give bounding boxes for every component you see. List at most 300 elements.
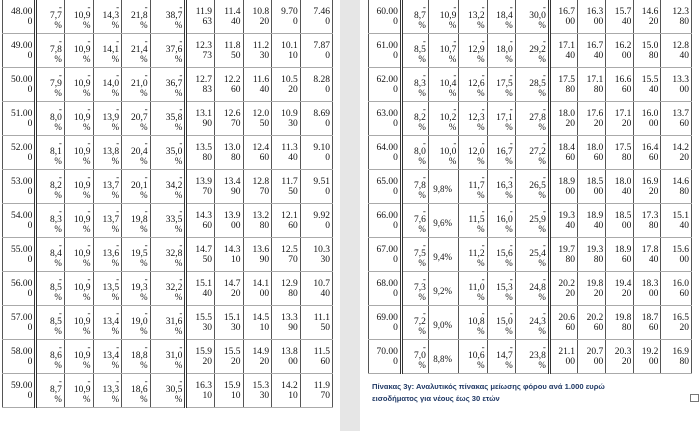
amount-cell — [300, 374, 332, 408]
rate-value: 8,8% — [433, 353, 453, 364]
rate-cell — [122, 374, 151, 408]
income-value-part: 63.00 — [376, 108, 398, 119]
rate-value: 38,7 — [165, 11, 183, 21]
amount-value-part: 60 — [621, 84, 632, 95]
amount-value-part: 16.5 — [672, 312, 689, 323]
amount-value-part: 20 — [679, 322, 689, 333]
percent-sign: % — [418, 258, 426, 268]
minus-sign: - — [144, 376, 148, 386]
amount-value-part: 00 — [648, 356, 659, 367]
amount-cell — [578, 68, 606, 102]
minus-sign: - — [144, 138, 148, 148]
percent-sign: % — [418, 326, 426, 336]
rate-value: 15,6 — [496, 249, 513, 259]
income-value-part: 69.00 — [376, 312, 398, 323]
amount-cell — [549, 102, 577, 136]
amount-value-part: 0 — [325, 186, 330, 197]
amount-value-part: 13.4 — [223, 176, 241, 187]
income-value-part: 56.00 — [10, 278, 33, 289]
amount-value-part: 40 — [679, 220, 689, 231]
amount-value-part: 60 — [202, 220, 212, 231]
rate-cell — [459, 204, 487, 238]
income-cell — [369, 68, 402, 102]
rate-value: 8,2 — [50, 181, 62, 191]
rate-cell — [122, 0, 151, 34]
rate-value: 25,4 — [529, 249, 546, 259]
amount-value-part: 60 — [679, 118, 689, 129]
table-row — [3, 238, 333, 272]
rate-value: 21,8 — [131, 11, 148, 21]
caption-line-2: εισοδήματος για νέους έως 30 ετών — [372, 394, 500, 403]
percent-sign: % — [477, 20, 485, 30]
minus-sign: - — [542, 274, 546, 284]
minus-sign: - — [509, 2, 513, 12]
minus-sign: - — [481, 240, 485, 250]
amount-cell — [661, 0, 692, 34]
rate-value: 28,5 — [529, 79, 546, 89]
amount-value-part: 00 — [648, 288, 659, 299]
rate-value: 30,5 — [165, 385, 183, 395]
amount-value-part: 11.6 — [252, 74, 270, 85]
rate-value: 8,7 — [414, 11, 426, 21]
rate-cell — [93, 170, 122, 204]
income-value-part: 67.00 — [376, 244, 398, 255]
amount-value-part: 10 — [259, 322, 270, 333]
rate-value: 7,6 — [414, 215, 426, 225]
amount-cell — [606, 68, 634, 102]
amount-value-part: 16.9 — [641, 176, 659, 187]
minus-sign: - — [87, 342, 91, 352]
amount-value-part: 70 — [259, 186, 270, 197]
amount-value-part: 70 — [231, 118, 241, 129]
amount-cell — [272, 34, 301, 68]
rate-cell — [515, 136, 549, 170]
amount-value-part: 60 — [320, 356, 330, 367]
rate-value: 20,7 — [131, 113, 148, 123]
minus-sign: - — [542, 240, 546, 250]
income-value-part: 0 — [27, 254, 33, 265]
amount-value-part: 60 — [648, 152, 659, 163]
amount-cell — [634, 272, 661, 306]
percent-sign: % — [111, 156, 120, 166]
income-value-part: 0 — [393, 50, 398, 61]
income-cell — [3, 102, 36, 136]
amount-value-part: 21.1 — [558, 346, 576, 357]
rate-cell — [150, 272, 186, 306]
minus-sign: - — [542, 206, 546, 216]
amount-value-part: 14.2 — [281, 380, 298, 391]
amount-cell — [661, 102, 692, 136]
rate-cell — [515, 238, 549, 272]
rate-value: 12,6 — [467, 79, 485, 89]
percent-sign: % — [140, 122, 148, 132]
amount-value-part: 12.0 — [252, 108, 270, 119]
minus-sign: - — [509, 240, 513, 250]
amount-cell — [243, 68, 272, 102]
amount-value-part: 80 — [648, 220, 659, 231]
amount-value-part: 40 — [648, 254, 659, 265]
minus-sign: - — [179, 36, 183, 46]
amount-value-part: 60 — [565, 322, 576, 333]
income-value-part: 0 — [393, 84, 398, 95]
income-value-part: 57.00 — [10, 312, 33, 323]
amount-cell — [243, 238, 272, 272]
rate-cell — [459, 68, 487, 102]
rate-value: 24,8 — [529, 283, 546, 293]
rate-cell — [459, 102, 487, 136]
minus-sign: - — [422, 342, 426, 352]
amount-cell — [661, 340, 692, 374]
table-row — [369, 34, 692, 68]
minus-sign: - — [542, 342, 546, 352]
amount-value-part: 18.9 — [614, 244, 632, 255]
minus-sign: - — [87, 376, 91, 386]
rate-value: 10,9 — [73, 317, 91, 327]
income-value-part: 49.00 — [10, 40, 33, 51]
amount-cell — [634, 136, 661, 170]
amount-value-part: 80 — [593, 254, 604, 265]
amount-value-part: 10 — [231, 254, 241, 265]
amount-cell — [186, 340, 215, 374]
minus-sign: - — [179, 274, 183, 284]
amount-cell — [214, 306, 243, 340]
rate-value: 11,7 — [468, 181, 485, 191]
percent-sign: % — [538, 360, 546, 370]
percent-sign: % — [538, 156, 546, 166]
amount-value-part: 19.2 — [641, 346, 659, 357]
rate-value: 20,4 — [131, 147, 148, 157]
amount-cell — [214, 102, 243, 136]
percent-sign: % — [140, 224, 148, 234]
percent-sign: % — [54, 88, 62, 98]
amount-value-part: 40 — [259, 84, 270, 95]
amount-value-part: 11.4 — [224, 6, 241, 17]
minus-sign: - — [58, 138, 62, 148]
minus-sign: - — [179, 308, 183, 318]
amount-value-part: 70 — [202, 186, 212, 197]
income-value-part: 55.00 — [10, 244, 33, 255]
minus-sign: - — [509, 104, 513, 114]
amount-cell — [634, 340, 661, 374]
percent-sign: % — [418, 20, 426, 30]
amount-value-part: 12.6 — [223, 108, 241, 119]
rate-value: 9,4% — [433, 251, 453, 262]
amount-value-part: 0 — [325, 16, 330, 27]
rate-value: 7,2 — [414, 317, 426, 327]
rate-value: 10,9 — [439, 11, 457, 21]
rate-value: 37,6 — [165, 45, 183, 55]
percent-sign: % — [54, 156, 62, 166]
income-cell — [3, 374, 36, 408]
rate-value: 18,6 — [131, 385, 148, 395]
amount-value-part: 15.9 — [223, 380, 241, 391]
minus-sign: - — [116, 376, 120, 386]
rate-cell — [428, 306, 459, 340]
percent-sign: % — [174, 258, 183, 268]
income-value-part: 0 — [27, 152, 33, 163]
amount-cell — [186, 170, 215, 204]
rate-value: 12,9 — [467, 45, 485, 55]
rate-value: 35,8 — [165, 113, 183, 123]
amount-value-part: 20 — [231, 356, 241, 367]
amount-cell — [243, 136, 272, 170]
minus-sign: - — [144, 342, 148, 352]
percent-sign: % — [505, 88, 513, 98]
minus-sign: - — [422, 2, 426, 12]
income-value-part: 70.00 — [376, 346, 398, 357]
amount-cell — [578, 306, 606, 340]
amount-cell — [634, 102, 661, 136]
amount-cell — [214, 170, 243, 204]
rate-value: 10,4 — [439, 79, 457, 89]
minus-sign: - — [144, 104, 148, 114]
amount-value-part: 30 — [231, 322, 241, 333]
percent-sign: % — [111, 88, 120, 98]
minus-sign: - — [542, 70, 546, 80]
income-value-part: 0 — [27, 322, 33, 333]
amount-value-part: 11.3 — [281, 142, 298, 153]
amount-value-part: 40 — [593, 220, 604, 231]
percent-sign: % — [477, 360, 485, 370]
rate-cell — [150, 68, 186, 102]
amount-value-part: 16.7 — [558, 6, 576, 17]
minus-sign: - — [58, 308, 62, 318]
rate-value: 10,9 — [73, 11, 91, 21]
rate-cell — [487, 68, 515, 102]
minus-sign: - — [509, 138, 513, 148]
amount-value-part: 00 — [231, 220, 241, 231]
rate-cell — [122, 68, 151, 102]
rate-cell — [36, 238, 65, 272]
amount-value-part: 60 — [259, 152, 270, 163]
amount-value-part: 60 — [648, 322, 659, 333]
rate-cell — [150, 0, 186, 34]
percent-sign: % — [418, 156, 426, 166]
amount-value-part: 10 — [231, 390, 241, 401]
rate-value: 13,3 — [102, 385, 120, 395]
minus-sign: - — [87, 274, 91, 284]
rate-value: 11,2 — [468, 249, 485, 259]
minus-sign: - — [58, 2, 62, 12]
amount-value-part: 16.4 — [641, 142, 659, 153]
amount-cell — [661, 136, 692, 170]
table-row — [369, 102, 692, 136]
amount-cell — [300, 34, 332, 68]
rate-cell — [122, 204, 151, 238]
percent-sign: % — [83, 326, 91, 336]
amount-cell — [300, 136, 332, 170]
rate-cell — [150, 238, 186, 272]
amount-value-part: 90 — [259, 254, 270, 265]
amount-value-part: 13.9 — [223, 210, 241, 221]
table-row — [369, 170, 692, 204]
income-value-part: 0 — [27, 356, 33, 367]
amount-cell — [186, 136, 215, 170]
percent-sign: % — [174, 20, 183, 30]
rate-value: 35,0 — [165, 147, 183, 157]
amount-value-part: 9.70 — [281, 6, 298, 17]
rate-value: 27,2 — [529, 147, 546, 157]
rate-value: 18,0 — [496, 45, 513, 55]
minus-sign: - — [542, 138, 546, 148]
minus-sign: - — [422, 36, 426, 46]
rate-cell — [487, 204, 515, 238]
percent-sign: % — [174, 54, 183, 64]
minus-sign: - — [144, 308, 148, 318]
amount-value-part: 15.1 — [672, 210, 689, 221]
table-row — [369, 136, 692, 170]
rate-value: 10,9 — [73, 113, 91, 123]
amount-value-part: 17.1 — [558, 40, 576, 51]
income-value-part: 68.00 — [376, 278, 398, 289]
amount-value-part: 40 — [621, 16, 632, 27]
percent-sign: % — [448, 122, 457, 132]
minus-sign: - — [422, 138, 426, 148]
amount-value-part: 18.0 — [558, 108, 576, 119]
rate-cell — [515, 0, 549, 34]
minus-sign: - — [58, 206, 62, 216]
minus-sign: - — [422, 172, 426, 182]
income-cell — [3, 0, 36, 34]
minus-sign: - — [509, 172, 513, 182]
income-value-part: 60.00 — [376, 6, 398, 17]
amount-cell — [549, 0, 577, 34]
rate-cell — [487, 170, 515, 204]
amount-value-part: 20 — [593, 118, 604, 129]
rate-cell — [459, 34, 487, 68]
amount-cell — [243, 374, 272, 408]
amount-cell — [606, 204, 634, 238]
rate-value: 11,5 — [468, 215, 485, 225]
rate-cell — [93, 374, 122, 408]
amount-cell — [300, 102, 332, 136]
table-row — [369, 340, 692, 374]
amount-cell — [606, 102, 634, 136]
amount-value-part: 10.8 — [252, 6, 270, 17]
percent-sign: % — [477, 326, 485, 336]
rate-value: 31,0 — [165, 351, 183, 361]
minus-sign: - — [509, 36, 513, 46]
amount-cell — [272, 0, 301, 34]
rate-cell — [428, 238, 459, 272]
rate-cell — [459, 0, 487, 34]
rate-value: 8,5 — [414, 45, 426, 55]
income-value-part: 0 — [27, 220, 33, 231]
amount-value-part: 80 — [202, 152, 212, 163]
table-row — [3, 34, 333, 68]
rate-value: 14,3 — [102, 11, 120, 21]
amount-cell — [661, 306, 692, 340]
percent-sign: % — [477, 224, 485, 234]
minus-sign: - — [87, 104, 91, 114]
percent-sign: % — [111, 326, 120, 336]
income-value-part: 62.00 — [376, 74, 398, 85]
amount-value-part: 9.92 — [313, 210, 330, 221]
amount-cell — [606, 170, 634, 204]
rate-cell — [64, 0, 93, 34]
rate-cell — [64, 170, 93, 204]
amount-cell — [272, 204, 301, 238]
rate-value: 14,1 — [102, 45, 120, 55]
rate-value: 7,5 — [414, 249, 426, 259]
amount-value-part: 7.46 — [313, 6, 330, 17]
minus-sign: - — [542, 2, 546, 12]
amount-value-part: 40 — [202, 288, 212, 299]
amount-value-part: 10.3 — [313, 244, 330, 255]
rate-cell — [459, 306, 487, 340]
amount-cell — [243, 34, 272, 68]
amount-value-part: 20 — [202, 356, 212, 367]
amount-cell — [634, 170, 661, 204]
amount-cell — [661, 68, 692, 102]
income-value-part: 0 — [393, 254, 398, 265]
rate-cell — [64, 68, 93, 102]
income-value-part: 54.00 — [10, 210, 33, 221]
amount-cell — [300, 170, 332, 204]
amount-value-part: 16.3 — [195, 380, 212, 391]
amount-value-part: 0 — [325, 152, 330, 163]
percent-sign: % — [83, 224, 91, 234]
income-cell — [3, 68, 36, 102]
rate-value: 8,0 — [414, 147, 426, 157]
rate-value: 21,0 — [131, 79, 148, 89]
amount-value-part: 11.2 — [252, 40, 270, 51]
amount-value-part: 11.9 — [195, 6, 212, 17]
amount-cell — [606, 34, 634, 68]
percent-sign: % — [111, 292, 120, 302]
income-value-part: 0 — [393, 186, 398, 197]
amount-cell — [300, 0, 332, 34]
amount-value-part: 16.0 — [641, 108, 659, 119]
amount-value-part: 17.3 — [641, 210, 659, 221]
rate-cell — [428, 340, 459, 374]
rate-cell — [93, 306, 122, 340]
amount-value-part: 10.9 — [281, 108, 298, 119]
rate-cell — [93, 272, 122, 306]
rate-cell — [64, 34, 93, 68]
income-value-part: 61.00 — [376, 40, 398, 51]
document-page-left — [0, 0, 340, 431]
rate-value: 13,5 — [102, 283, 120, 293]
amount-cell — [634, 0, 661, 34]
rate-cell — [487, 102, 515, 136]
rate-cell — [122, 136, 151, 170]
amount-cell — [549, 340, 577, 374]
amount-cell — [186, 0, 215, 34]
rate-value: 19,5 — [131, 249, 148, 259]
page-corner-icon — [690, 394, 699, 402]
amount-value-part: 50 — [231, 50, 241, 61]
amount-cell — [272, 374, 301, 408]
amount-value-part: 00 — [565, 356, 576, 367]
amount-value-part: 60 — [679, 288, 689, 299]
rate-cell — [64, 374, 93, 408]
percent-sign: % — [448, 20, 457, 30]
percent-sign: % — [418, 224, 426, 234]
rate-value: 13,8 — [102, 147, 120, 157]
rate-cell — [36, 374, 65, 408]
rate-value: 15,0 — [496, 317, 513, 327]
amount-cell — [243, 102, 272, 136]
rate-value: 10,2 — [439, 113, 457, 123]
amount-value-part: 80 — [621, 322, 632, 333]
income-value-part: 0 — [393, 16, 398, 27]
amount-value-part: 50 — [259, 118, 270, 129]
amount-value-part: 11.8 — [224, 40, 241, 51]
amount-value-part: 16.3 — [586, 6, 604, 17]
minus-sign: - — [87, 70, 91, 80]
amount-value-part: 19.8 — [586, 278, 604, 289]
